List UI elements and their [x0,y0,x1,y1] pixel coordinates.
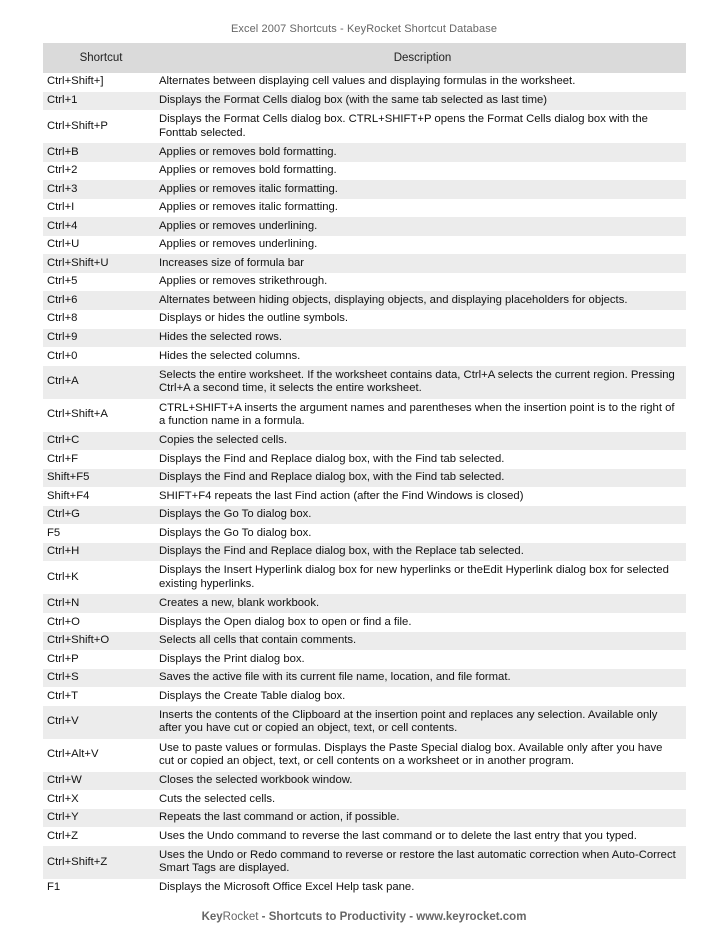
table-header [43,43,686,73]
shortcut-cell: Ctrl+Shift+] [47,75,104,88]
shortcut-cell: Ctrl+2 [47,164,78,177]
description-cell: Hides the selected rows. [159,331,283,344]
shortcut-cell: Ctrl+O [47,615,80,628]
shortcut-cell: Ctrl+8 [47,312,78,325]
description-cell: Applies or removes strikethrough. [159,275,328,288]
table-row [43,162,686,181]
table-row [43,809,686,828]
shortcut-cell: Ctrl+P [47,652,79,665]
description-cell: Displays the Find and Replace dialog box, with the Replace tab selected. [159,545,524,558]
description-cell: Displays or hides the outline symbols. [159,312,348,325]
description-cell: Displays the Create Table dialog box. [159,689,346,702]
table-row [43,879,686,898]
description-cell: Displays the Format Cells dialog box (with the same tab selected as last time) [159,94,548,107]
description-cell: Repeats the last command or action, if possible. [159,811,400,824]
shortcut-cell: Ctrl+Shift+P [47,119,108,132]
description-cell: Displays the Go To dialog box. [159,526,312,539]
table-row [43,143,686,162]
shortcut-cell: Ctrl+Y [47,811,79,824]
description-cell: Use to paste values or formulas. Displays the Paste Special dialog box. Available only after you have cut or copied an object, text, or cell contents on a worksheet or in another program. [159,741,663,768]
shortcut-cell: Ctrl+Shift+O [47,634,110,647]
shortcut-cell: Ctrl+K [47,571,79,584]
description-cell: Uses the Undo or Redo command to reverse or restore the last automatic correction when Auto-Correct Smart Tags are displayed. [159,848,676,875]
table-row [43,217,686,236]
description-cell: Selects the entire worksheet. If the worksheet contains data, Ctrl+A selects the current region. Pressing Ctrl+A a second time, it selects the entire worksheet. [159,368,675,395]
shortcut-cell: Ctrl+Shift+A [47,408,108,421]
shortcut-cell: Ctrl+I [47,201,75,214]
shortcut-cell: Ctrl+Shift+U [47,256,109,269]
description-cell: Displays the Microsoft Office Excel Help task pane. [159,881,415,894]
shortcut-cell: Ctrl+6 [47,293,78,306]
page-title: Excel 2007 Shortcuts - KeyRocket Shortcut Database [230,23,498,35]
description-cell: Applies or removes italic formatting. [159,182,338,195]
table-row [43,92,686,111]
shortcut-cell: Ctrl+1 [47,94,78,107]
shortcut-cell: Ctrl+T [47,689,79,702]
description-cell: Alternates between displaying cell values and displaying formulas in the worksheet. [159,75,576,88]
shortcut-cell: Ctrl+Shift+Z [47,855,108,868]
shortcut-column-header: Shortcut [79,52,123,64]
shortcut-cell: Ctrl+0 [47,349,78,362]
description-cell: Copies the selected cells. [159,434,288,447]
description-cell: Alternates between hiding objects, displaying objects, and displaying placeholders for objects. [159,293,628,306]
shortcut-cell: Ctrl+U [47,238,80,251]
description-cell: Uses the Undo command to reverse the last command or to delete the last entry that you typed. [159,829,637,842]
shortcut-cell: Ctrl+N [47,596,80,609]
description-cell: Applies or removes underlining. [159,219,318,232]
description-cell: Selects all cells that contain comments. [159,634,357,647]
table-row [43,613,686,632]
description-cell: Displays the Insert Hyperlink dialog box for new hyperlinks or theEdit Hyperlink dialog box for selected existing hyperlinks. [159,564,669,590]
description-cell: Displays the Print dialog box. [159,652,305,665]
table-row [43,790,686,809]
shortcut-cell: Ctrl+S [47,671,79,684]
table-row [43,329,686,348]
shortcut-cell: Ctrl+V [47,715,79,728]
footer-brand-key: Key [201,911,223,923]
shortcut-cell: Ctrl+G [47,508,80,521]
table-row [43,706,686,739]
description-cell: Applies or removes underlining. [159,238,318,251]
shortcut-cell: Shift+F5 [47,471,90,484]
table-row [43,687,686,706]
description-cell: Displays the Open dialog box to open or find a file. [159,615,412,628]
shortcut-cell: Ctrl+5 [47,275,78,288]
table-row [43,347,686,366]
table-row [43,310,686,329]
description-column-header: Description [393,52,452,64]
description-cell: Displays the Go To dialog box. [159,508,312,521]
table-row [43,110,686,143]
description-cell: CTRL+SHIFT+A inserts the argument names and parentheses when the insertion point is to the right of a function name in a formula. [159,401,675,428]
description-cell: Inserts the contents of the Clipboard at the insertion point and replaces any selection. Available only after you have cut or copied an object, text, or cell contents. [159,708,658,735]
table-row [43,772,686,791]
table-row [43,73,686,92]
table-row [43,291,686,310]
description-cell: Creates a new, blank workbook. [159,596,320,609]
shortcut-cell: Ctrl+3 [47,182,78,195]
table-row [43,561,686,594]
description-cell: Saves the active file with its current file name, location, and file format. [159,671,511,684]
table-row [43,273,686,292]
shortcut-table [43,43,686,898]
shortcut-cell: Ctrl+H [47,545,80,558]
table-row [43,846,686,879]
table-row [43,432,686,451]
description-cell: Applies or removes bold formatting. [159,164,337,177]
table-row [43,180,686,199]
table-row [43,506,686,525]
footer-tagline: - Shortcuts to Productivity - www.keyrocket.com [258,911,527,923]
table-row [43,254,686,273]
table-row [43,632,686,651]
description-cell: Applies or removes italic formatting. [159,201,338,214]
table-row [43,199,686,218]
table-row [43,827,686,846]
description-cell: Hides the selected columns. [159,349,301,362]
shortcut-cell: Ctrl+4 [47,219,78,232]
description-cell: Increases size of formula bar [159,256,305,269]
shortcut-cell: Ctrl+9 [47,331,78,344]
shortcut-cell: Shift+F4 [47,489,90,502]
shortcut-cell: F5 [47,526,61,539]
description-cell: Cuts the selected cells. [159,792,276,805]
table-row [43,399,686,432]
table-body [43,73,686,898]
description-cell: Displays the Find and Replace dialog box, with the Find tab selected. [159,471,505,484]
description-cell: Displays the Find and Replace dialog box, with the Find tab selected. [159,452,505,465]
table-row [43,739,686,772]
table-row [43,450,686,469]
table-row [43,594,686,613]
table-row [43,469,686,488]
shortcut-cell: Ctrl+A [47,375,79,388]
description-cell: SHIFT+F4 repeats the last Find action (after the Find Windows is closed) [159,489,524,502]
shortcut-cell: Ctrl+C [47,434,80,447]
shortcut-cell: Ctrl+F [47,452,79,465]
description-cell: Displays the Format Cells dialog box. CTRL+SHIFT+P opens the Format Cells dialog box with the Fonttab selected. [159,113,648,139]
shortcut-cell: F1 [47,881,61,894]
shortcut-cell: Ctrl+Z [47,829,79,842]
table-row [43,236,686,255]
description-cell: Applies or removes bold formatting. [159,145,337,158]
shortcut-cell: Ctrl+X [47,792,79,805]
footer-brand-rocket: Rocket [222,911,259,923]
footer [0,911,728,923]
shortcut-cell: Ctrl+Alt+V [47,748,99,761]
table-row [43,650,686,669]
table-row [43,366,686,399]
shortcut-cell: Ctrl+W [47,774,82,787]
table-row [43,487,686,506]
description-cell: Closes the selected workbook window. [159,774,353,787]
table-row [43,669,686,688]
shortcut-cell: Ctrl+B [47,145,79,158]
table-row [43,543,686,562]
table-row [43,524,686,543]
